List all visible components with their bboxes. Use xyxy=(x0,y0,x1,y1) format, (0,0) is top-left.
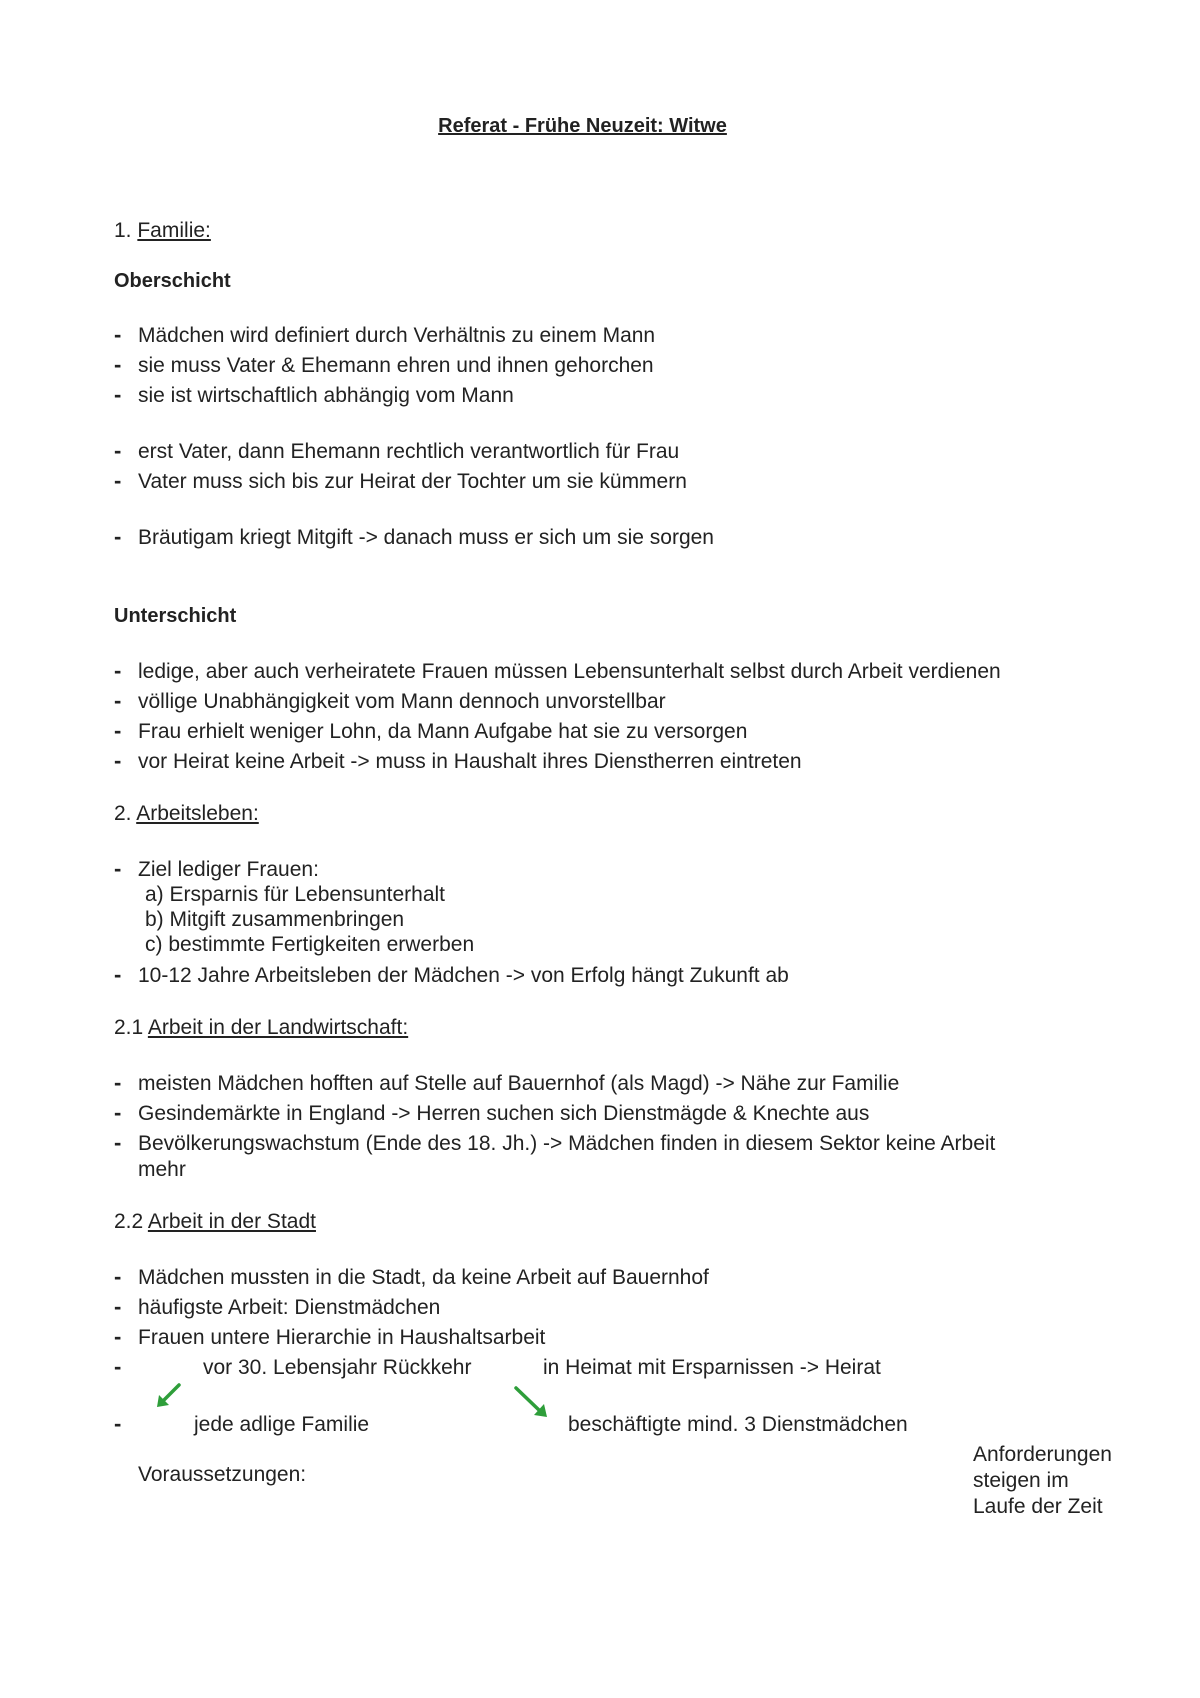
sub-list-item: c) bestimmte Fertigkeiten erwerben xyxy=(145,933,475,956)
list-item: vor Heirat keine Arbeit -> muss in Haushalt ihres Dienstherren eintreten xyxy=(138,750,802,773)
list-item: erst Vater, dann Ehemann rechtlich verantwortlich für Frau xyxy=(138,440,680,463)
bullet-dash: - xyxy=(114,1324,122,1349)
bullet-dash: - xyxy=(114,524,122,549)
bullet-dash: - xyxy=(114,1354,122,1379)
list-item: Frauen untere Hierarchie in Haushaltsarbeit xyxy=(138,1326,546,1349)
list-item-left-part: jede adlige Familie xyxy=(194,1413,370,1436)
bullet-dash: - xyxy=(114,688,122,713)
bullet-dash: - xyxy=(114,962,122,987)
list-item: Vater muss sich bis zur Heirat der Tochter um sie kümmern xyxy=(138,470,687,493)
bullet-dash: - xyxy=(114,748,122,773)
unterschicht-heading: Unterschicht xyxy=(114,605,237,627)
bullet-dash: - xyxy=(114,718,122,743)
list-item: Gesindemärkte in England -> Herren suchen sich Dienstmägde & Knechte aus xyxy=(138,1102,870,1125)
list-item: Bräutigam kriegt Mitgift -> danach muss er sich um sie sorgen xyxy=(138,526,714,549)
side-note-line: steigen im xyxy=(973,1469,1069,1492)
section-1-number: 1. xyxy=(114,219,138,242)
bullet-dash: - xyxy=(114,1130,122,1155)
section-1-title: Familie: xyxy=(137,219,211,242)
bullet-dash: - xyxy=(114,1070,122,1095)
voraussetzungen-label: Voraussetzungen: xyxy=(138,1463,307,1486)
document-title: Referat - Frühe Neuzeit: Witwe xyxy=(438,115,727,137)
oberschicht-heading: Oberschicht xyxy=(114,270,231,292)
section-2-2-heading xyxy=(114,1209,316,1235)
list-item: sie ist wirtschaftlich abhängig vom Mann xyxy=(138,384,514,407)
section-2-2-title: Arbeit in der Stadt xyxy=(147,1210,316,1233)
list-item-left-part: vor 30. Lebensjahr Rückkehr xyxy=(203,1356,472,1379)
list-item: völlige Unabhängigkeit vom Mann dennoch unvorstellbar xyxy=(138,690,666,713)
list-item-right-part: in Heimat mit Ersparnissen -> Heirat xyxy=(543,1356,881,1379)
list-item: Frau erhielt weniger Lohn, da Mann Aufgabe hat sie zu versorgen xyxy=(138,720,748,743)
bullet-dash: - xyxy=(114,352,122,377)
list-item: meisten Mädchen hofften auf Stelle auf Bauernhof (als Magd) -> Nähe zur Familie xyxy=(138,1072,900,1095)
bullet-dash: - xyxy=(114,1264,122,1289)
side-note-line: Laufe der Zeit xyxy=(973,1495,1103,1518)
bullet-dash: - xyxy=(114,382,122,407)
bullet-dash: - xyxy=(114,1294,122,1319)
bullet-dash: - xyxy=(114,856,122,881)
arrow-down-right-icon xyxy=(513,1385,549,1419)
list-item: sie muss Vater & Ehemann ehren und ihnen gehorchen xyxy=(138,354,654,377)
list-item: 10-12 Jahre Arbeitsleben der Mädchen -> von Erfolg hängt Zukunft ab xyxy=(138,964,789,987)
bullet-dash: - xyxy=(114,658,122,683)
section-2-heading xyxy=(114,801,259,827)
sub-list-item: b) Mitgift zusammenbringen xyxy=(145,908,405,931)
sub-list-item: a) Ersparnis für Lebensunterhalt xyxy=(145,883,445,906)
arrow-down-left-icon xyxy=(155,1382,183,1408)
section-2-title: Arbeitsleben: xyxy=(136,802,259,825)
bullet-dash: - xyxy=(114,1411,122,1436)
list-item: ledige, aber auch verheiratete Frauen müssen Lebensunterhalt selbst durch Arbeit verdienen xyxy=(138,660,1001,683)
list-item: Ziel lediger Frauen: xyxy=(138,858,319,881)
bullet-dash: - xyxy=(114,322,122,347)
list-item: häufigste Arbeit: Dienstmädchen xyxy=(138,1296,441,1319)
section-2-number: 2. xyxy=(114,802,137,825)
list-item: Mädchen wird definiert durch Verhältnis zu einem Mann xyxy=(138,324,656,347)
bullet-dash: - xyxy=(114,468,122,493)
side-note-line: Anforderungen xyxy=(973,1443,1112,1466)
section-1-heading xyxy=(114,218,211,244)
bullet-dash: - xyxy=(114,1100,122,1125)
section-2-1-heading xyxy=(114,1015,408,1041)
list-item-right-part: beschäftigte mind. 3 Dienstmädchen xyxy=(568,1413,908,1436)
section-2-1-title: Arbeit in der Landwirtschaft: xyxy=(147,1016,409,1039)
list-item: Bevölkerungswachstum (Ende des 18. Jh.) -> Mädchen finden in diesem Sektor keine Arbeit xyxy=(138,1132,996,1155)
bullet-dash: - xyxy=(114,438,122,463)
section-2-1-number: 2.1 xyxy=(114,1016,148,1039)
section-2-2-number: 2.2 xyxy=(114,1210,148,1233)
list-item-continuation: mehr xyxy=(138,1158,186,1181)
list-item: Mädchen mussten in die Stadt, da keine Arbeit auf Bauernhof xyxy=(138,1266,709,1289)
